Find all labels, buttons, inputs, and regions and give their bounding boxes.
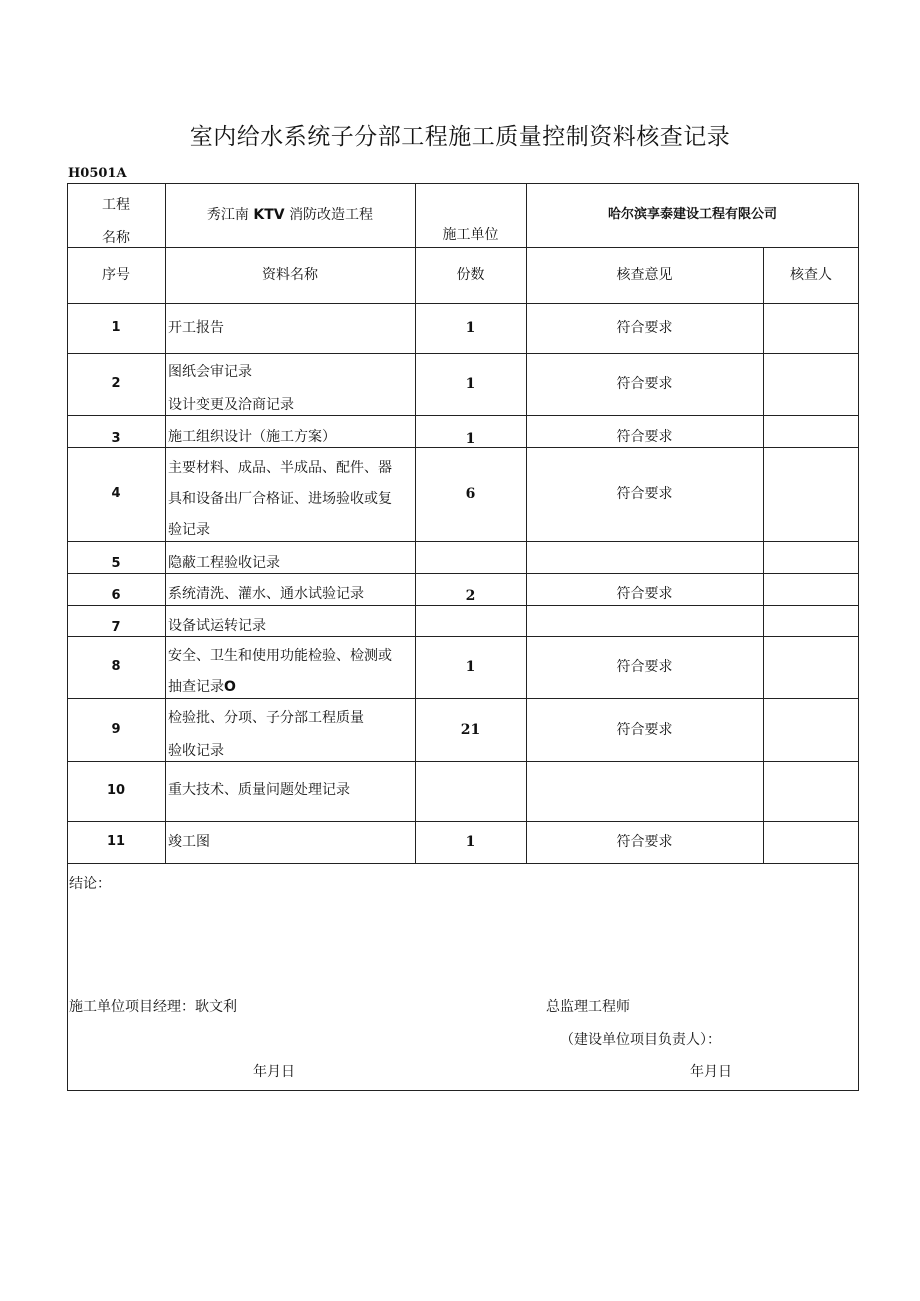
- col-divider: [763, 247, 764, 864]
- project-label-1: 工程: [102, 197, 130, 213]
- row-number: 4: [111, 486, 121, 501]
- row-divider: [67, 698, 859, 699]
- row-number: 10: [106, 783, 126, 798]
- conclusion-label: 结论：: [69, 876, 111, 892]
- row-name: 竣工图: [168, 834, 210, 850]
- contractor-manager: 施工单位项目经理：耿文利: [69, 999, 237, 1015]
- row-copies: 2: [465, 588, 476, 604]
- row-copies: 1: [465, 376, 476, 392]
- row-number: 8: [111, 659, 121, 674]
- row-copies: 6: [465, 486, 476, 502]
- row-divider: [67, 353, 859, 354]
- row-name: 主要材料、成品、半成品、配件、器: [168, 460, 392, 476]
- row-name: 验收记录: [168, 743, 224, 759]
- row-opinion: 符合要求: [616, 659, 673, 675]
- row-name: 验记录: [168, 522, 210, 538]
- unit-label: 施工单位: [442, 227, 499, 243]
- row-name-suffix: O: [224, 679, 236, 695]
- row-divider: [67, 247, 859, 248]
- unit-value: 哈尔滨享泰建设工程有限公司: [607, 207, 777, 222]
- row-number: 9: [111, 722, 121, 737]
- owner-representative: （建设单位项目负责人）：: [560, 1032, 721, 1048]
- page-title: 室内给水系统子分部工程施工质量控制资料核查记录: [189, 124, 731, 150]
- table-border-bottom: [67, 1090, 859, 1091]
- row-name: 系统清洗、灌水、通水试验记录: [168, 586, 364, 602]
- row-number: 6: [111, 588, 121, 603]
- col-divider: [415, 183, 416, 864]
- row-name: 检验批、分项、子分部工程质量: [168, 710, 364, 726]
- row-divider: [67, 447, 859, 448]
- row-name: 设备试运转记录: [168, 618, 266, 634]
- row-name: 隐蔽工程验收记录: [168, 555, 280, 571]
- form-code: H0501A: [68, 166, 127, 181]
- row-divider: [67, 605, 859, 606]
- row-number: 3: [111, 431, 121, 446]
- row-copies: 1: [465, 431, 476, 447]
- row-copies: 1: [465, 834, 476, 850]
- row-opinion: 符合要求: [616, 834, 673, 850]
- row-divider: [67, 541, 859, 542]
- row-name: 具和设备出厂合格证、进场验收或复: [168, 491, 392, 507]
- row-opinion: 符合要求: [616, 429, 673, 445]
- row-name: 安全、卫生和使用功能检验、检测或: [168, 648, 392, 664]
- row-name-text: 抽查记录: [168, 679, 224, 695]
- col-header-checker: 核查人: [790, 267, 832, 283]
- row-divider: [67, 636, 859, 637]
- inspection-table: [67, 183, 859, 1091]
- row-name: 重大技术、质量问题处理记录: [168, 782, 350, 798]
- row-number: 2: [111, 376, 121, 391]
- table-border-top: [67, 183, 859, 184]
- project-name-post: 消防改造工程: [289, 207, 374, 223]
- row-number: 5: [111, 556, 121, 571]
- col-divider: [165, 183, 166, 864]
- row-name: 图纸会审记录: [168, 364, 252, 380]
- row-copies: 1: [465, 320, 476, 336]
- col-divider: [526, 183, 527, 864]
- row-opinion: 符合要求: [616, 376, 673, 392]
- row-number: 11: [106, 834, 126, 849]
- project-label-2: 名称: [102, 230, 130, 246]
- row-number: 1: [111, 320, 121, 335]
- row-divider: [67, 761, 859, 762]
- row-copies: 1: [465, 659, 476, 675]
- project-name-pre: 秀江南: [206, 207, 249, 223]
- col-header-name: 资料名称: [262, 267, 318, 283]
- row-divider: [67, 573, 859, 574]
- col-header-copies: 份数: [456, 267, 485, 283]
- date-left: 年月日: [253, 1064, 295, 1080]
- project-name: [165, 207, 415, 223]
- row-opinion: 符合要求: [616, 722, 673, 738]
- row-number: 7: [111, 620, 121, 635]
- row-name: 设计变更及洽商记录: [168, 397, 294, 413]
- row-opinion: 符合要求: [616, 486, 673, 502]
- table-border-right: [858, 183, 859, 1091]
- col-header-no: 序号: [102, 267, 130, 283]
- row-name: 开工报告: [168, 320, 224, 336]
- row-divider: [67, 863, 859, 864]
- row-opinion: 符合要求: [616, 586, 673, 602]
- row-divider: [67, 415, 859, 416]
- row-divider: [67, 821, 859, 822]
- row-copies: 21: [460, 722, 481, 738]
- col-header-opinion: 核查意见: [616, 267, 673, 283]
- row-divider: [67, 303, 859, 304]
- date-right: 年月日: [690, 1064, 732, 1080]
- row-name: [168, 679, 236, 695]
- row-opinion: 符合要求: [616, 320, 673, 336]
- row-name: 施工组织设计（施工方案）: [168, 429, 336, 445]
- chief-supervisor: 总监理工程师: [546, 999, 630, 1015]
- project-name-mid: KTV: [253, 207, 285, 223]
